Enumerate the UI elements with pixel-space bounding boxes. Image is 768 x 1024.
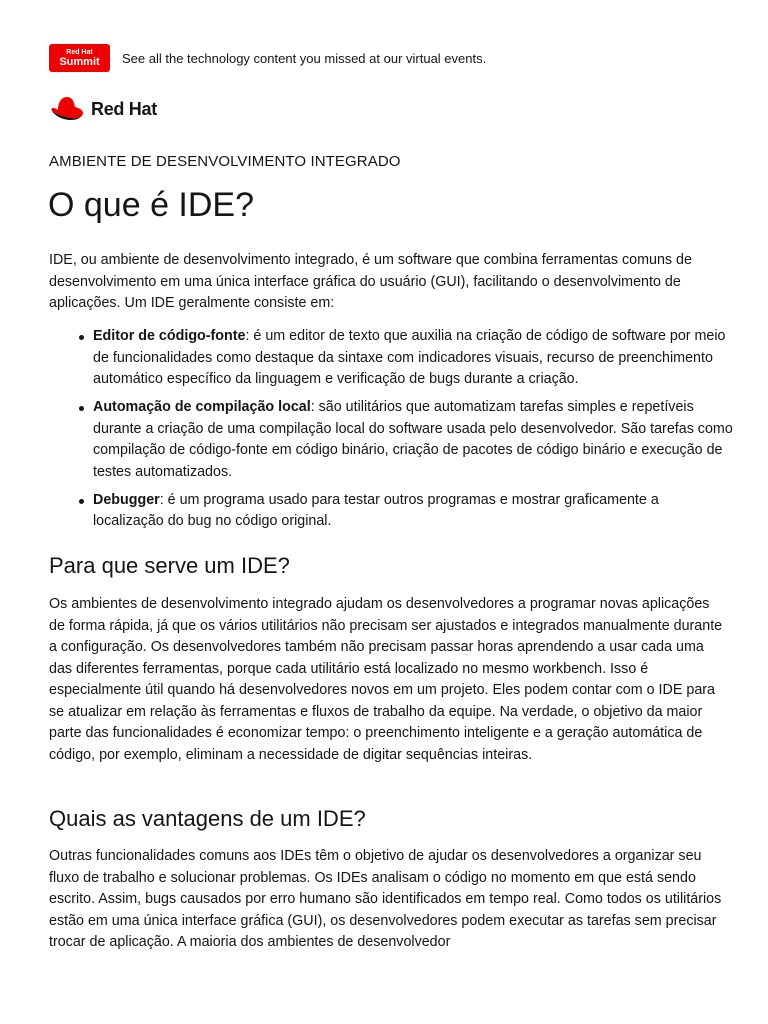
summit-badge <box>49 44 110 72</box>
section-heading-purpose: Para que serve um IDE? <box>49 553 290 578</box>
list-item-term: Automação de compilação local <box>93 399 311 415</box>
red-hat-logo[interactable] <box>49 94 157 124</box>
banner-text[interactable]: See all the technology content you missed at our virtual events. <box>122 50 487 66</box>
logo-text: Red Hat <box>91 98 157 119</box>
list-item-term: Editor de código-fonte <box>93 328 246 344</box>
list-item-text: : é um editor de texto que auxilia na criação de código de software por meio de funcionalidades como destaque da sintaxe com indicadores visuais, recurso de preenchimento automático específico da linguagem e verificação de bugs durante a criação. <box>93 328 726 387</box>
list-item <box>93 490 733 533</box>
list-item <box>93 326 733 391</box>
summit-badge-line2: Summit <box>59 55 100 68</box>
intro-paragraph: IDE, ou ambiente de desenvolvimento integrado, é um software que combina ferramentas comuns de desenvolvimento em uma única interface gráfica do usuário (GUI), facilitando o desenvolvimento de aplicações. Um IDE geralmente consiste em: <box>49 252 692 311</box>
page-title: O que é IDE? <box>48 186 255 224</box>
eyebrow-label: AMBIENTE DE DESENVOLVIMENTO INTEGRADO <box>49 153 401 170</box>
red-hat-icon <box>49 95 85 123</box>
list-item-text: : é um programa usado para testar outros programas e mostrar graficamente a localização do bug no código original. <box>93 491 659 529</box>
section-heading-advantages: Quais as vantagens de um IDE? <box>49 806 366 831</box>
ide-components-list <box>93 326 733 539</box>
list-item <box>93 397 733 483</box>
list-item-text: : são utilitários que automatizam tarefas simples e repetíveis durante a criação de uma compilação local do software usada pelo desenvolvedor. São tarefas como compilação de código-fonte em código binário, criação de pacotes de código binário e execução de testes automatizados. <box>93 399 733 480</box>
summit-badge-line1: Red Hat <box>66 48 93 56</box>
summit-banner[interactable] <box>49 44 486 72</box>
section-body-purpose: Os ambientes de desenvolvimento integrado ajudam os desenvolvedores a programar novas aplicações de forma rápida, já que os vários utilitários não precisam ser ajustados e integrados manualmente durante a configuração. Os desenvolvedores também não precisam passar horas aprendendo a usar cada uma das diferentes ferramentas, porque cada utilitário está localizado no mesmo workbench. Isso é especialmente útil quando há desenvolvedores novos em um projeto. Eles podem contar com o IDE para se atualizar em relação às ferramentas e fluxos de trabalho da equipe. Na verdade, o objetivo da maior parte das funcionalidades é economizar tempo: o preenchimento inteligente e a geração automática de código, por exemplo, eliminam a necessidade de digitar sequências inteiras. <box>49 596 723 763</box>
list-item-term: Debugger <box>93 491 160 508</box>
section-body-advantages: Outras funcionalidades comuns aos IDEs têm o objetivo de ajudar os desenvolvedores a organizar seu fluxo de trabalho e solucionar problemas. Os IDEs analisam o código no momento em que está sendo escrito. Assim, bugs causados por erro humano são identificados em tempo real. Como todos os utilitários estão em uma única interface gráfica (GUI), os desenvolvedores podem executar as tarefas sem precisar trocar de aplicação. A maioria dos ambientes de desenvolvedor <box>49 848 722 950</box>
